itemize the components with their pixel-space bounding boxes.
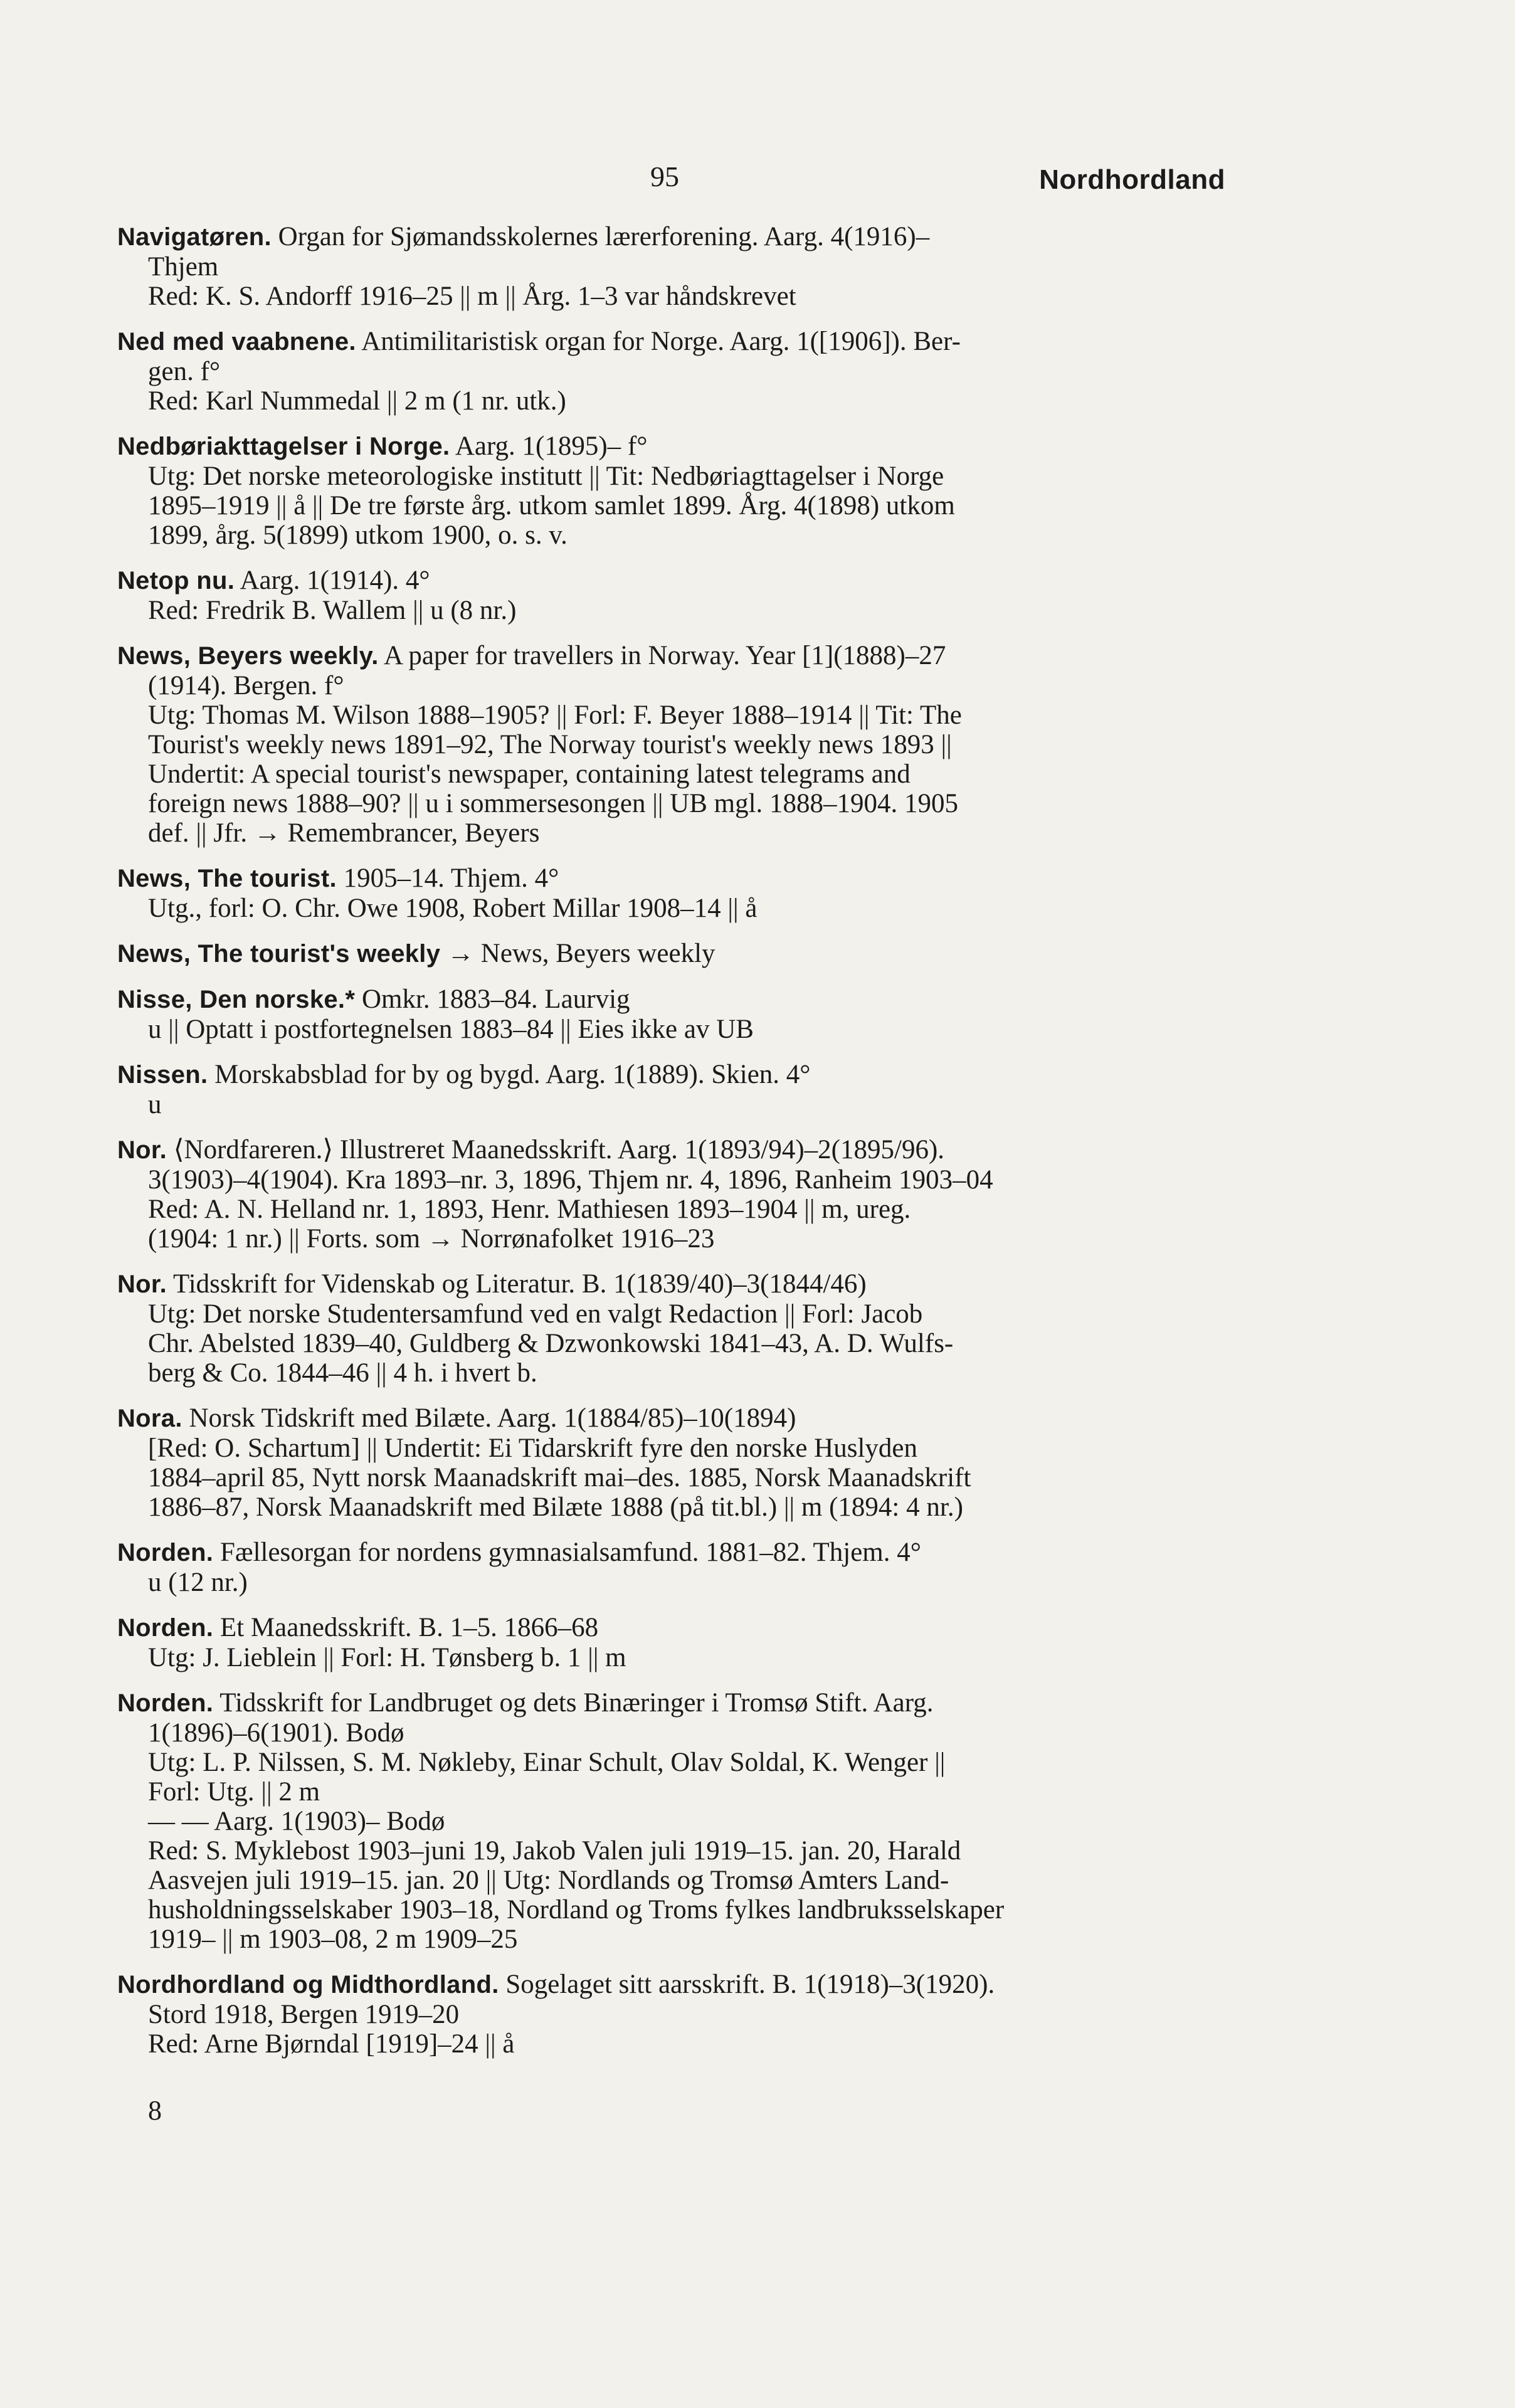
entry-title: News, Beyers weekly.: [117, 642, 379, 670]
entry-text: Tidsskrift for Videnskab og Literatur. B. 1(1839/40)–3(1844/46): [167, 1269, 867, 1299]
entry-continuation-line: berg & Co. 1844–46 || 4 h. i hvert b.: [148, 1358, 537, 1388]
entry-title: Nordhordland og Midthordland.: [117, 1971, 499, 1999]
entry-first-line: [117, 939, 1227, 969]
bibliography-entry: [117, 985, 1227, 1044]
entry-continuation-line: Utg: J. Lieblein || Forl: H. Tønsberg b. 1 || m: [148, 1643, 626, 1672]
entry-continuation-line: 1886–87, Norsk Maanadskrift med Bilæte 1888 (på tit.bl.) || m (1894: 4 nr.): [148, 1492, 963, 1522]
entry-title: Nor.: [117, 1270, 167, 1298]
entry-first-line: [117, 641, 1227, 671]
entry-continuation-line: Red: Karl Nummedal || 2 m (1 nr. utk.): [148, 386, 566, 416]
entry-continuation-line: 1919– || m 1903–08, 2 m 1909–25: [148, 1925, 518, 1954]
entry-first-line: [117, 327, 1227, 357]
entry-continuation-line: Tourist's weekly news 1891–92, The Norway tourist's weekly news 1893 ||: [148, 730, 952, 759]
bibliography-entry: [117, 1688, 1227, 1954]
entry-continuation-line: def. || Jfr. → Remembrancer, Beyers: [148, 818, 540, 848]
entry-continuation-line: Utg: L. P. Nilssen, S. M. Nøkleby, Einar Schult, Olav Soldal, K. Wenger ||: [148, 1748, 946, 1777]
entry-title: Norden.: [117, 1614, 214, 1642]
entry-text: Antimilitaristisk organ for Norge. Aarg. 1([1906]). Ber-: [356, 327, 961, 356]
bibliography-entry: [117, 1403, 1227, 1522]
entry-first-line: [117, 1688, 1227, 1718]
entry-continuation-line: Red: A. N. Helland nr. 1, 1893, Henr. Mathiesen 1893–1904 || m, ureg.: [148, 1195, 911, 1224]
entry-title: News, The tourist.: [117, 865, 337, 892]
entry-first-line: [117, 1135, 1227, 1165]
entry-title: Nissen.: [117, 1061, 208, 1089]
entry-continuation-line: Red: Fredrik B. Wallem || u (8 nr.): [148, 596, 517, 625]
entry-first-line: [117, 566, 1227, 596]
entry-continuation-line: Aasvejen juli 1919–15. jan. 20 || Utg: Nordlands og Tromsø Amters Land-: [148, 1866, 949, 1895]
page-number: 95: [650, 161, 679, 193]
bibliography-entry: [117, 1538, 1227, 1597]
entry-text: → News, Beyers weekly: [440, 939, 715, 968]
entry-text: Morskabsblad for by og bygd. Aarg. 1(1889). Skien. 4°: [208, 1060, 811, 1089]
entry-continuation-line: Thjem: [148, 252, 219, 282]
entry-text: Fællesorgan for nordens gymnasialsamfund. 1881–82. Thjem. 4°: [213, 1538, 921, 1567]
entry-text: 1905–14. Thjem. 4°: [336, 863, 559, 893]
entry-text: ⟨Nordfareren.⟩ Illustreret Maanedsskrift. Aarg. 1(1893/94)–2(1895/96).: [167, 1135, 945, 1164]
entry-continuation-line: Chr. Abelsted 1839–40, Guldberg & Dzwonkowski 1841–43, A. D. Wulfs-: [148, 1329, 954, 1358]
bibliography-entry: [117, 1613, 1227, 1672]
bibliography-entry: [117, 1060, 1227, 1119]
entry-first-line: [117, 985, 1227, 1015]
entry-first-line: [117, 1613, 1227, 1643]
entry-text: A paper for travellers in Norway. Year [1](1888)–27: [378, 641, 946, 670]
entry-title: Ned med vaabnene.: [117, 328, 356, 356]
running-head: Nordhordland: [1039, 164, 1225, 195]
entry-first-line: [117, 1970, 1227, 2000]
entry-continuation-line: gen. f°: [148, 357, 221, 386]
entry-text: Sogelaget sitt aarsskrift. B. 1(1918)–3(1920).: [499, 1970, 995, 1999]
entry-continuation-line: 1899, årg. 5(1899) utkom 1900, o. s. v.: [148, 520, 567, 550]
bibliography-entry: [117, 222, 1227, 311]
entry-continuation-line: 1(1896)–6(1901). Bodø: [148, 1718, 404, 1748]
entry-first-line: [117, 1060, 1227, 1090]
entry-title: News, The tourist's weekly: [117, 940, 441, 968]
entry-continuation-line: — — Aarg. 1(1903)– Bodø: [148, 1807, 445, 1836]
entry-title: Nora.: [117, 1405, 182, 1432]
entry-continuation-line: [Red: O. Schartum] || Undertit: Ei Tidarskrift fyre den norske Huslyden: [148, 1434, 917, 1463]
entry-title: Norden.: [117, 1539, 214, 1566]
entry-text: Et Maanedsskrift. B. 1–5. 1866–68: [213, 1613, 599, 1642]
entry-text: Aarg. 1(1895)– f°: [450, 431, 648, 461]
entry-title: Nedbøriakttagelser i Norge.: [117, 433, 450, 460]
entry-continuation-line: Utg: Det norske Studentersamfund ved en valgt Redaction || Forl: Jacob: [148, 1299, 923, 1329]
entry-continuation-line: Red: Arne Bjørndal [1919]–24 || å: [148, 2029, 515, 2059]
entry-continuation-line: u: [148, 1090, 162, 1119]
entry-continuation-line: (1904: 1 nr.) || Forts. som → Norrønafolket 1916–23: [148, 1224, 715, 1254]
entry-title: Navigatøren.: [117, 223, 272, 251]
entry-continuation-line: u || Optatt i postfortegnelsen 1883–84 || Eies ikke av UB: [148, 1015, 754, 1044]
bibliography-entry: [117, 431, 1227, 550]
bibliography-entry: [117, 327, 1227, 416]
entry-continuation-line: Red: K. S. Andorff 1916–25 || m || Årg. 1–3 var håndskrevet: [148, 282, 796, 311]
entry-title: Norden.: [117, 1689, 214, 1717]
entry-continuation-line: Utg: Thomas M. Wilson 1888–1905? || Forl: F. Beyer 1888–1914 || Tit: The: [148, 700, 962, 730]
entry-continuation-line: u (12 nr.): [148, 1568, 248, 1597]
entry-continuation-line: Red: S. Myklebost 1903–juni 19, Jakob Valen juli 1919–15. jan. 20, Harald: [148, 1836, 961, 1866]
entry-continuation-line: 1895–1919 || å || De tre første årg. utkom samlet 1899. Årg. 4(1898) utkom: [148, 491, 955, 520]
entry-title: Nor.: [117, 1136, 167, 1164]
bibliography-entry: [117, 939, 1227, 969]
entry-text: Organ for Sjømandsskolernes lærerforening. Aarg. 4(1916)–: [271, 222, 930, 251]
bibliography-entries: [117, 222, 1227, 2074]
entry-continuation-line: Undertit: A special tourist's newspaper, containing latest telegrams and: [148, 759, 911, 789]
bibliography-entry: [117, 863, 1227, 923]
entry-first-line: [117, 863, 1227, 894]
entry-first-line: [117, 1269, 1227, 1299]
entry-text: Aarg. 1(1914). 4°: [235, 566, 430, 595]
entry-continuation-line: husholdningsselskaber 1903–18, Nordland og Troms fylkes landbruksselskaper: [148, 1895, 1005, 1925]
entry-continuation-line: 1884–april 85, Nytt norsk Maanadskrift mai–des. 1885, Norsk Maanadskrift: [148, 1463, 971, 1492]
entry-continuation-line: Stord 1918, Bergen 1919–20: [148, 2000, 460, 2029]
entry-text: Omkr. 1883–84. Laurvig: [355, 985, 630, 1014]
entry-continuation-line: Utg: Det norske meteorologiske institutt || Tit: Nedbøriagttagelser i Norge: [148, 462, 944, 491]
entry-continuation-line: Forl: Utg. || 2 m: [148, 1777, 320, 1807]
entry-title: Nisse, Den norske.*: [117, 986, 356, 1013]
entry-continuation-line: (1914). Bergen. f°: [148, 671, 344, 700]
signature-mark: 8: [148, 2095, 162, 2126]
entry-first-line: [117, 431, 1227, 462]
entry-title: Netop nu.: [117, 567, 235, 594]
bibliography-entry: [117, 641, 1227, 848]
entry-continuation-line: 3(1903)–4(1904). Kra 1893–nr. 3, 1896, Thjem nr. 4, 1896, Ranheim 1903–04: [148, 1165, 993, 1195]
bibliography-entry: [117, 1135, 1227, 1254]
entry-continuation-line: foreign news 1888–90? || u i sommersesongen || UB mgl. 1888–1904. 1905: [148, 789, 959, 818]
entry-continuation-line: Utg., forl: O. Chr. Owe 1908, Robert Millar 1908–14 || å: [148, 894, 758, 923]
bibliography-entry: [117, 1970, 1227, 2059]
entry-first-line: [117, 222, 1227, 252]
bibliography-entry: [117, 566, 1227, 625]
entry-text: Norsk Tidskrift med Bilæte. Aarg. 1(1884/85)–10(1894): [182, 1403, 796, 1433]
entry-text: Tidsskrift for Landbruget og dets Binæringer i Tromsø Stift. Aarg.: [213, 1688, 934, 1718]
entry-first-line: [117, 1403, 1227, 1434]
bibliography-entry: [117, 1269, 1227, 1388]
entry-first-line: [117, 1538, 1227, 1568]
